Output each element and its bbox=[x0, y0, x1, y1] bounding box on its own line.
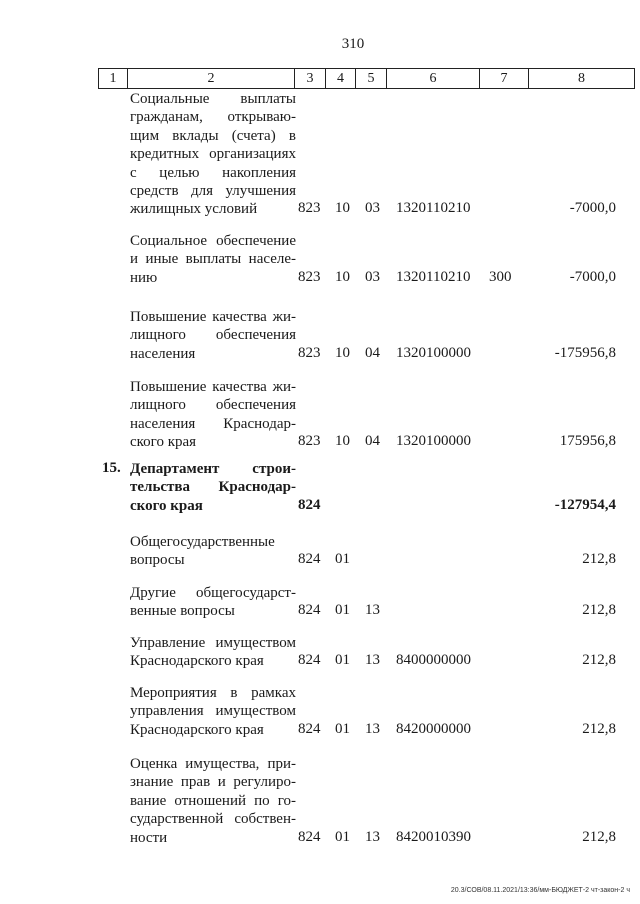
row-name-line: жилищных условий bbox=[130, 201, 258, 218]
cell-col-4: 10 bbox=[335, 268, 350, 285]
row-name-line: населения bbox=[130, 345, 196, 362]
row-name-line: Общегосударственные bbox=[130, 534, 275, 550]
row-name bbox=[130, 584, 296, 621]
cell-col-3: 823 bbox=[298, 268, 321, 285]
row-name-line: Краснодарского края bbox=[130, 721, 264, 738]
column-header-5: 5 bbox=[356, 69, 387, 88]
row-name-line: сударственной собствен- bbox=[130, 811, 296, 828]
cell-col-8: -7000,0 bbox=[569, 268, 616, 285]
row-name-line: Департамент строи- bbox=[130, 461, 296, 477]
column-header-3: 3 bbox=[295, 69, 326, 88]
column-header-7: 7 bbox=[480, 69, 529, 88]
row-name bbox=[130, 634, 296, 671]
row-name bbox=[130, 232, 296, 287]
row-name-line: ского края bbox=[130, 434, 197, 451]
row-name-line: управления имуществом bbox=[130, 703, 296, 720]
row-name-line: гражданам, открываю- bbox=[130, 109, 296, 126]
cell-col-5: 04 bbox=[365, 433, 380, 450]
cell-col-3: 824 bbox=[298, 602, 321, 619]
cell-col-3: 824 bbox=[298, 496, 321, 513]
row-name-line: Краснодарского края bbox=[130, 653, 264, 670]
cell-col-4: 01 bbox=[335, 720, 350, 737]
row-name bbox=[130, 684, 296, 739]
cell-col-7: 300 bbox=[489, 268, 512, 285]
row-name-line: нию bbox=[130, 269, 158, 286]
row-name-line: населения Краснодар- bbox=[130, 415, 296, 432]
cell-col-4: 10 bbox=[335, 344, 350, 361]
cell-col-8: -175956,8 bbox=[554, 344, 616, 361]
row-name-line: Оценка имущества, при- bbox=[130, 756, 296, 772]
cell-col-5: 13 bbox=[365, 652, 380, 669]
row-name-line: Управление имуществом bbox=[130, 635, 296, 651]
row-name-line: Социальное обеспечение bbox=[130, 233, 296, 249]
cell-col-3: 823 bbox=[298, 433, 321, 450]
cell-col-6: 8420010390 bbox=[396, 828, 471, 845]
row-name-line: ского края bbox=[130, 497, 203, 514]
row-name-line: лищного обеспечения bbox=[130, 327, 296, 344]
row-name bbox=[130, 755, 296, 847]
cell-col-3: 824 bbox=[298, 720, 321, 737]
cell-col-5: 13 bbox=[365, 602, 380, 619]
cell-col-8: 175956,8 bbox=[559, 433, 616, 450]
cell-col-4: 10 bbox=[335, 200, 350, 217]
row-name-line: вопросы bbox=[130, 552, 185, 569]
column-header-1: 1 bbox=[99, 69, 128, 88]
cell-col-3: 824 bbox=[298, 551, 321, 568]
column-header-8: 8 bbox=[578, 71, 585, 86]
document-footer: 20.3/СОВ/08.11.2021/13:36/мм-БЮДЖЕТ-2 чт-закон-2 ч bbox=[450, 887, 630, 894]
cell-col-6: 1320100000 bbox=[396, 433, 471, 450]
row-name-line: щим вклады (счета) в bbox=[130, 127, 296, 144]
row-name-line: вание отношений по го- bbox=[130, 792, 296, 809]
cell-col-4: 01 bbox=[335, 828, 350, 845]
row-name bbox=[130, 533, 296, 570]
cell-col-8: -7000,0 bbox=[569, 200, 616, 217]
cell-col-6: 1320110210 bbox=[396, 200, 471, 217]
row-name-line: тельства Краснодар- bbox=[130, 479, 296, 496]
cell-col-3: 824 bbox=[298, 828, 321, 845]
cell-col-4: 01 bbox=[335, 652, 350, 669]
row-name-line: кредитных организациях bbox=[130, 146, 296, 163]
column-header-6: 6 bbox=[387, 69, 480, 88]
row-name-line: Социальные выплаты bbox=[130, 91, 296, 107]
column-header-row bbox=[98, 68, 635, 89]
row-name-line: средств для улучшения bbox=[130, 183, 296, 200]
row-name bbox=[130, 460, 296, 515]
row-name bbox=[130, 378, 296, 452]
cell-col-4: 01 bbox=[335, 551, 350, 568]
cell-col-4: 01 bbox=[335, 602, 350, 619]
column-header-2: 2 bbox=[128, 69, 295, 88]
page-number: 310 bbox=[341, 36, 365, 52]
cell-col-8: 212,8 bbox=[582, 652, 616, 669]
row-number: 15. bbox=[102, 460, 121, 476]
cell-col-8: 212,8 bbox=[582, 828, 616, 845]
row-name-line: Мероприятия в рамках bbox=[130, 685, 296, 701]
row-name bbox=[130, 90, 296, 219]
cell-col-3: 823 bbox=[298, 200, 321, 217]
cell-col-8: -127954,4 bbox=[554, 496, 616, 513]
column-header-4: 4 bbox=[326, 69, 356, 88]
cell-col-8: 212,8 bbox=[582, 602, 616, 619]
cell-col-5: 03 bbox=[365, 268, 380, 285]
cell-col-6: 1320100000 bbox=[396, 344, 471, 361]
row-name-line: и иные выплаты населе- bbox=[130, 251, 296, 268]
cell-col-6: 1320110210 bbox=[396, 268, 471, 285]
row-name-line: Другие общегосударст- bbox=[130, 585, 296, 601]
cell-col-5: 03 bbox=[365, 200, 380, 217]
row-name-line: венные вопросы bbox=[130, 603, 235, 620]
cell-col-4: 10 bbox=[335, 433, 350, 450]
cell-col-8: 212,8 bbox=[582, 551, 616, 568]
cell-col-5: 13 bbox=[365, 720, 380, 737]
cell-col-3: 824 bbox=[298, 652, 321, 669]
cell-col-6: 8400000000 bbox=[396, 652, 471, 669]
row-name-line: лищного обеспечения bbox=[130, 397, 296, 414]
row-name-line: ности bbox=[130, 829, 168, 846]
cell-col-5: 13 bbox=[365, 828, 380, 845]
row-name bbox=[130, 308, 296, 363]
cell-col-5: 04 bbox=[365, 344, 380, 361]
cell-col-6: 8420000000 bbox=[396, 720, 471, 737]
row-name-line: Повышение качества жи- bbox=[130, 379, 296, 395]
cell-col-3: 823 bbox=[298, 344, 321, 361]
row-name-line: знание прав и регулиро- bbox=[130, 774, 296, 791]
row-name-line: с целью накопления bbox=[130, 164, 296, 181]
row-name-line: Повышение качества жи- bbox=[130, 309, 296, 325]
cell-col-8: 212,8 bbox=[582, 720, 616, 737]
